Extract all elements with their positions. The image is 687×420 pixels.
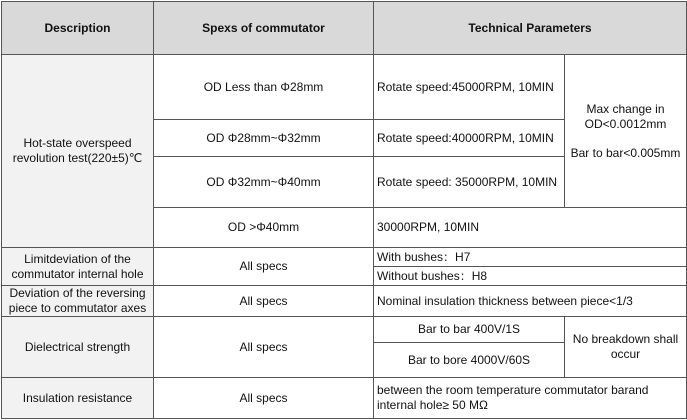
table-row (2, 55, 687, 120)
insulation-description: Insulation resistance (2, 378, 154, 419)
limit-deviation-param-with: With bushes：H7 (374, 248, 687, 267)
table-row (2, 248, 687, 267)
header-description: Description (2, 2, 154, 55)
insulation-spec: All specs (154, 378, 374, 419)
table-row (2, 378, 687, 419)
overspeed-note-line1: Max change in OD<0.0012mm (584, 101, 667, 131)
spec-table (1, 1, 687, 419)
header-row (2, 2, 687, 55)
overspeed-spec-4: OD >Φ40mm (154, 208, 374, 248)
overspeed-param-4: 30000RPM, 10MIN (374, 208, 687, 248)
reversing-deviation-description: Deviation of the reversing piece to commutator axes (2, 286, 154, 317)
table-row (2, 286, 687, 317)
dielectrical-param-bore: Bar to bore 4000V/60S (374, 343, 565, 378)
dielectrical-spec: All specs (154, 317, 374, 378)
overspeed-param-2: Rotate speed:40000RPM, 10MIN (374, 120, 565, 157)
header-params: Technical Parameters (374, 2, 687, 55)
reversing-deviation-param: Nominal insulation thickness between piece<1/3 (374, 286, 687, 317)
overspeed-spec-1: OD Less than Φ28mm (154, 55, 374, 120)
overspeed-spec-3: OD Φ32mm~Φ40mm (154, 157, 374, 208)
limit-deviation-param-without: Without bushes：H8 (374, 267, 687, 286)
header-specs: Spexs of commutator (154, 2, 374, 55)
overspeed-param-3: Rotate speed: 35000RPM, 10MIN (374, 157, 565, 208)
dielectrical-description: Dielectrical strength (2, 317, 154, 378)
overspeed-spec-2: OD Φ28mm~Φ32mm (154, 120, 374, 157)
overspeed-note-line2: Bar to bar<0.005mm (570, 145, 681, 160)
dielectrical-note: No breakdown shall occur (565, 317, 687, 378)
limit-deviation-description: Limitdeviation of the commutator internal hole (2, 248, 154, 286)
dielectrical-param-bar: Bar to bar 400V/1S (374, 317, 565, 343)
table-row (2, 317, 687, 343)
reversing-deviation-spec: All specs (154, 286, 374, 317)
limit-deviation-spec: All specs (154, 248, 374, 286)
overspeed-param-1: Rotate speed:45000RPM, 10MIN (374, 55, 565, 120)
overspeed-note (565, 55, 687, 208)
insulation-param: between the room temperature commutator barand internal hole≥ 50 MΩ (374, 378, 687, 419)
overspeed-description: Hot-state overspeed revolution test(220±5)℃ (2, 55, 154, 248)
